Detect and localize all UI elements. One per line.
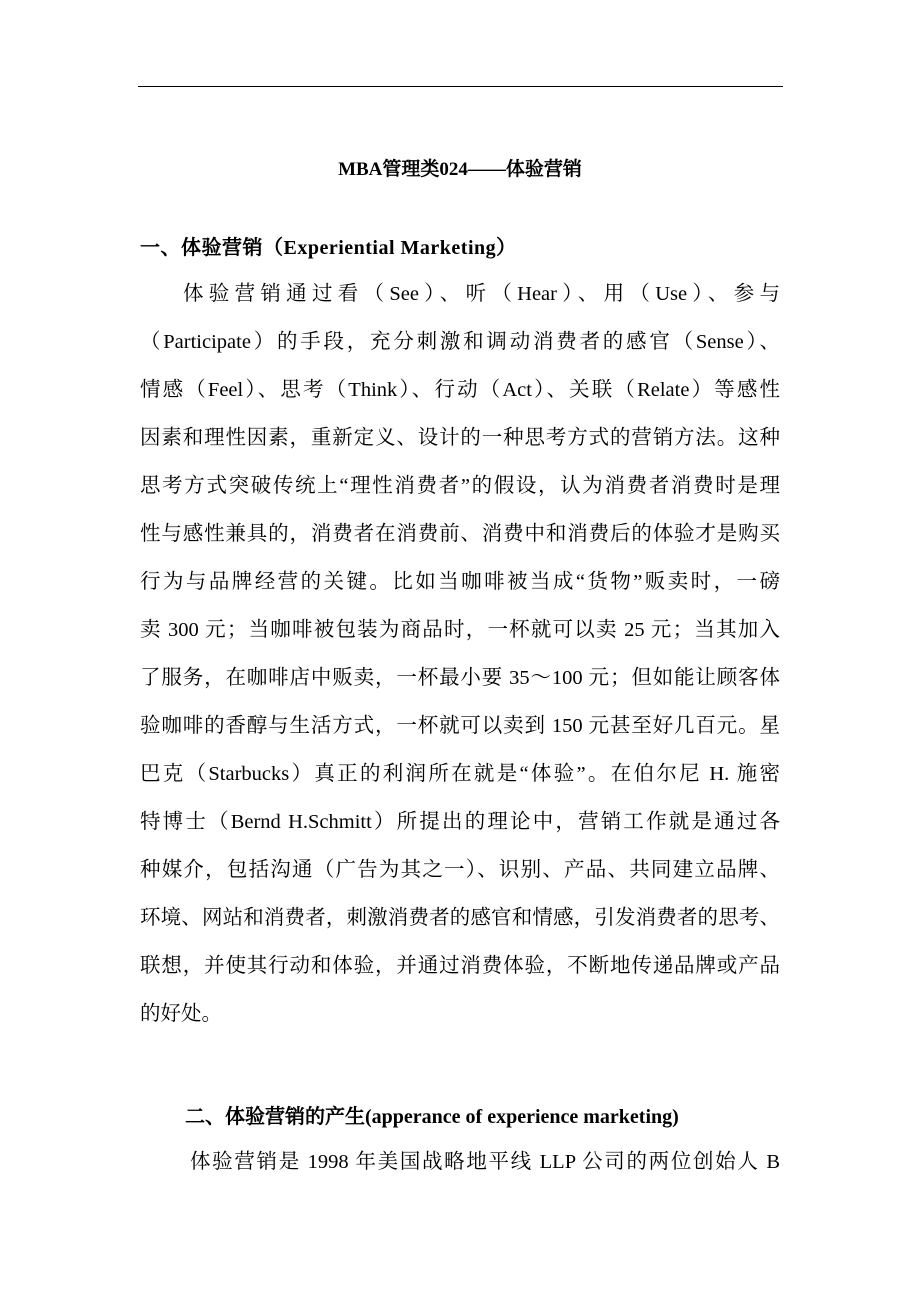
paragraph-line: 特博士（Bernd H.Schmitt）所提出的理论中，营销工作就是通过各 xyxy=(140,811,780,833)
paragraph-line: 种媒介，包括沟通（广告为其之一）、识别、产品、共同建立品牌、 xyxy=(140,859,780,881)
paragraph-line: 了服务，在咖啡店中贩卖，一杯最小要 35～100 元；但如能让顾客体 xyxy=(140,667,780,689)
paragraph-line: 情感（Feel）、思考（Think）、行动（Act）、关联（Relate）等感性 xyxy=(140,379,780,401)
paragraph-line: 验咖啡的香醇与生活方式，一杯就可以卖到 150 元甚至好几百元。星 xyxy=(140,715,780,737)
section-2-heading: 二、体验营销的产生(apperance of experience marketing) xyxy=(185,1106,679,1128)
paragraph-line: 行为与品牌经营的关键。比如当咖啡被当成“货物”贩卖时，一磅 xyxy=(140,571,780,593)
paragraph-line: 体验营销通过看（See）、听（Hear）、用（Use）、参与 xyxy=(183,283,780,305)
header-rule xyxy=(138,86,783,87)
paragraph-line: 因素和理性因素，重新定义、设计的一种思考方式的营销方法。这种 xyxy=(140,427,780,449)
paragraph-line: 环境、网站和消费者，刺激消费者的感官和情感，引发消费者的思考、 xyxy=(140,907,780,929)
paragraph-line: 的好处。 xyxy=(140,1003,222,1025)
paragraph-line: 性与感性兼具的，消费者在消费前、消费中和消费后的体验才是购买 xyxy=(140,523,780,545)
page-title: MBA管理类024——体验营销 xyxy=(338,159,582,180)
paragraph-line: （Participate）的手段，充分刺激和调动消费者的感官（Sense）、 xyxy=(140,331,780,353)
section-1-heading: 一、体验营销（Experiential Marketing） xyxy=(140,237,517,259)
section-2-paragraph: 体验营销是 1998 年美国战略地平线 LLP 公司的两位创始人 B xyxy=(190,1151,780,1173)
paragraph-line: 卖 300 元；当咖啡被包装为商品时，一杯就可以卖 25 元；当其加入 xyxy=(140,619,780,641)
paragraph-line: 联想，并使其行动和体验，并通过消费体验，不断地传递品牌或产品 xyxy=(140,955,780,977)
paragraph-line: 巴克（Starbucks）真正的利润所在就是“体验”。在伯尔尼 H. 施密 xyxy=(140,763,780,785)
paragraph-line: 思考方式突破传统上“理性消费者”的假设，认为消费者消费时是理 xyxy=(140,475,780,497)
